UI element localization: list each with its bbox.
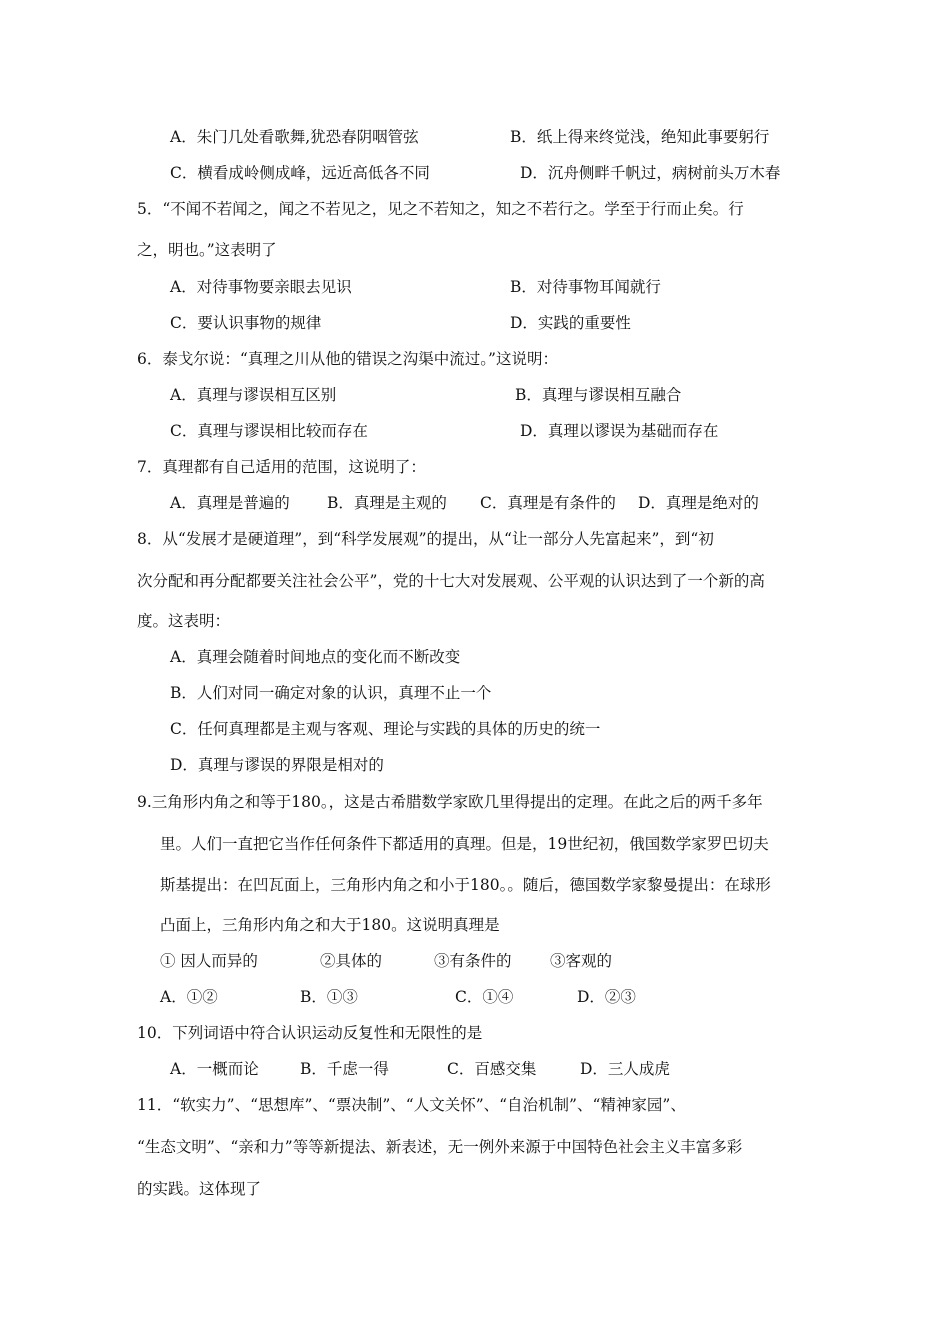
q6-option-d: D．真理以谬误为基础而存在 <box>520 422 719 440</box>
q8-option-a: A．真理会随着时间地点的变化而不断改变 <box>170 648 461 666</box>
q8-stem-line3: 度。这表明： <box>137 612 231 630</box>
q9-item-4: ③客观的 <box>550 952 613 970</box>
q9-stem-line2: 里。人们一直把它当作任何条件下都适用的真理。但是，19世纪初，俄国数学家罗巴切夫 <box>160 835 769 853</box>
q4-option-a: A．朱门几处看歌舞,犹恐春阴咽管弦 <box>170 128 419 146</box>
q4-option-b: B．纸上得来终觉浅，绝知此事要躬行 <box>510 128 770 146</box>
q6-option-a: A．真理与谬误相互区别 <box>170 386 337 404</box>
q9-stem-line4: 凸面上，三角形内角之和大于180。这说明真理是 <box>160 916 500 934</box>
q8-option-c: C．任何真理都是主观与客观、理论与实践的具体的历史的统一 <box>170 720 601 738</box>
q7-option-b: B．真理是主观的 <box>327 494 447 512</box>
q9-option-d: D．②③ <box>577 988 636 1006</box>
q9-option-b: B．①③ <box>300 988 358 1006</box>
q9-stem-line1: 9.三角形内角之和等于180。，这是古希腊数学家欧几里得提出的定理。在此之后的两千多年 <box>137 793 763 811</box>
q8-option-d: D．真理与谬误的界限是相对的 <box>170 756 384 774</box>
q4-option-c: C．横看成岭侧成峰，远近高低各不同 <box>170 164 430 182</box>
q6-option-c: C．真理与谬误相比较而存在 <box>170 422 368 440</box>
q5-option-b: B．对待事物耳闻就行 <box>510 278 661 296</box>
q5-stem-line2: 之，明也。”这表明了 <box>137 241 277 259</box>
q5-stem-line1: 5．“不闻不若闻之，闻之不若见之，见之不若知之，知之不若行之。学至于行而止矣。行 <box>137 200 744 218</box>
q8-stem-line1: 8．从“发展才是硬道理”，到“科学发展观”的提出，从“让一部分人先富起来”，到“初 <box>137 530 714 548</box>
q9-option-c: C．①④ <box>455 988 514 1006</box>
q5-option-d: D．实践的重要性 <box>510 314 631 332</box>
q10-option-d: D．三人成虎 <box>580 1060 670 1078</box>
q9-option-a: A．①② <box>160 988 218 1006</box>
q9-item-3: ③有条件的 <box>434 952 512 970</box>
q8-option-b: B．人们对同一确定对象的认识，真理不止一个 <box>170 684 492 702</box>
q9-stem-line3: 斯基提出：在凹瓦面上，三角形内角之和小于180。。随后，德国数学家黎曼提出：在球形 <box>160 876 771 894</box>
q9-item-2: ②具体的 <box>320 952 383 970</box>
q4-option-d: D．沉舟侧畔千帆过，病树前头万木春 <box>520 164 781 182</box>
q10-stem: 10．下列词语中符合认识运动反复性和无限性的是 <box>137 1024 483 1042</box>
q11-stem-line2: “生态文明”、“亲和力”等等新提法、新表述，无一例外来源于中国特色社会主义丰富多彩 <box>137 1138 743 1156</box>
q10-option-b: B．千虑一得 <box>300 1060 389 1078</box>
q7-option-d: D．真理是绝对的 <box>638 494 759 512</box>
q9-item-1: ① 因人而异的 <box>160 952 258 970</box>
q5-option-c: C．要认识事物的规律 <box>170 314 322 332</box>
q6-option-b: B．真理与谬误相互融合 <box>515 386 682 404</box>
q11-stem-line3: 的实践。这体现了 <box>137 1180 262 1198</box>
q5-option-a: A．对待事物要亲眼去见识 <box>170 278 352 296</box>
q8-stem-line2: 次分配和再分配都要关注社会公平”，党的十七大对发展观、公平观的认识达到了一个新的高 <box>137 572 765 590</box>
q10-option-c: C．百感交集 <box>447 1060 537 1078</box>
q7-stem: 7．真理都有自己适用的范围，这说明了： <box>137 458 426 476</box>
q6-stem: 6．泰戈尔说：“真理之川从他的错误之沟渠中流过。”这说明： <box>137 350 558 368</box>
q7-option-a: A．真理是普遍的 <box>170 494 290 512</box>
q11-stem-line1: 11．“软实力”、“思想库”、“票决制”、“人文关怀”、“自治机制”、“精神家园”、 <box>137 1096 686 1114</box>
q10-option-a: A．一概而论 <box>170 1060 259 1078</box>
q7-option-c: C．真理是有条件的 <box>480 494 616 512</box>
